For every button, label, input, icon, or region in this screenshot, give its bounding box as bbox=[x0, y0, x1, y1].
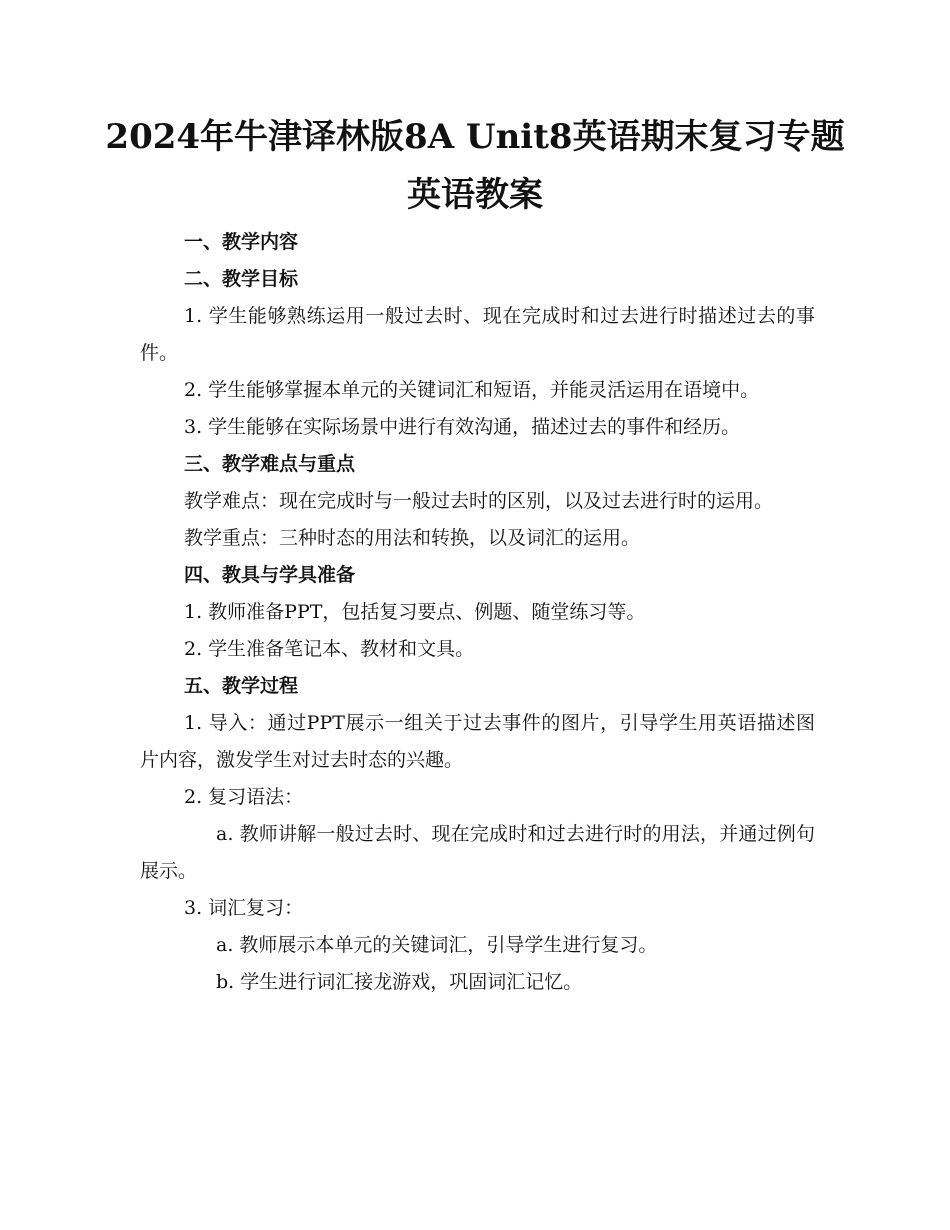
process-step-3a: a. 教师展示本单元的关键词汇，引导学生进行复习。 bbox=[216, 934, 658, 956]
objective-3: 3. 学生能够在实际场景中进行有效沟通，描述过去的事件和经历。 bbox=[184, 416, 741, 438]
objective-2: 2. 学生能够掌握本单元的关键词汇和短语，并能灵活运用在语境中。 bbox=[184, 379, 760, 401]
section-heading-objectives: 二、教学目标 bbox=[184, 268, 299, 290]
section-heading-process: 五、教学过程 bbox=[184, 675, 299, 697]
process-step-3: 3. 词汇复习： bbox=[184, 897, 304, 919]
difficulty-text: 教学难点：现在完成时与一般过去时的区别，以及过去进行时的运用。 bbox=[184, 490, 774, 512]
process-step-2: 2. 复习语法： bbox=[184, 786, 304, 808]
section-heading-content: 一、教学内容 bbox=[184, 231, 299, 253]
section-heading-difficulties: 三、教学难点与重点 bbox=[184, 453, 356, 475]
material-2: 2. 学生准备笔记本、教材和文具。 bbox=[184, 638, 475, 660]
process-step-2a: a. 教师讲解一般过去时、现在完成时和过去进行时的用法，并通过例句展示。 bbox=[140, 823, 815, 882]
material-1: 1. 教师准备PPT，包括复习要点、例题、随堂练习等。 bbox=[184, 601, 646, 623]
process-step-1: 1. 导入：通过PPT展示一组关于过去事件的图片，引导学生用英语描述图片内容，激发学生对过去时态的兴趣。 bbox=[140, 712, 815, 771]
process-step-3b: b. 学生进行词汇接龙游戏，巩固词汇记忆。 bbox=[216, 971, 583, 993]
objective-1: 1. 学生能够熟练运用一般过去时、现在完成时和过去进行时描述过去的事件。 bbox=[140, 305, 815, 364]
document-title: 2024年牛津译林版8A Unit8英语期末复习专题英语教案 bbox=[105, 117, 845, 215]
section-heading-materials: 四、教具与学具准备 bbox=[184, 564, 356, 586]
document-body bbox=[140, 224, 815, 1001]
key-point-text: 教学重点：三种时态的用法和转换，以及词汇的运用。 bbox=[184, 527, 641, 549]
